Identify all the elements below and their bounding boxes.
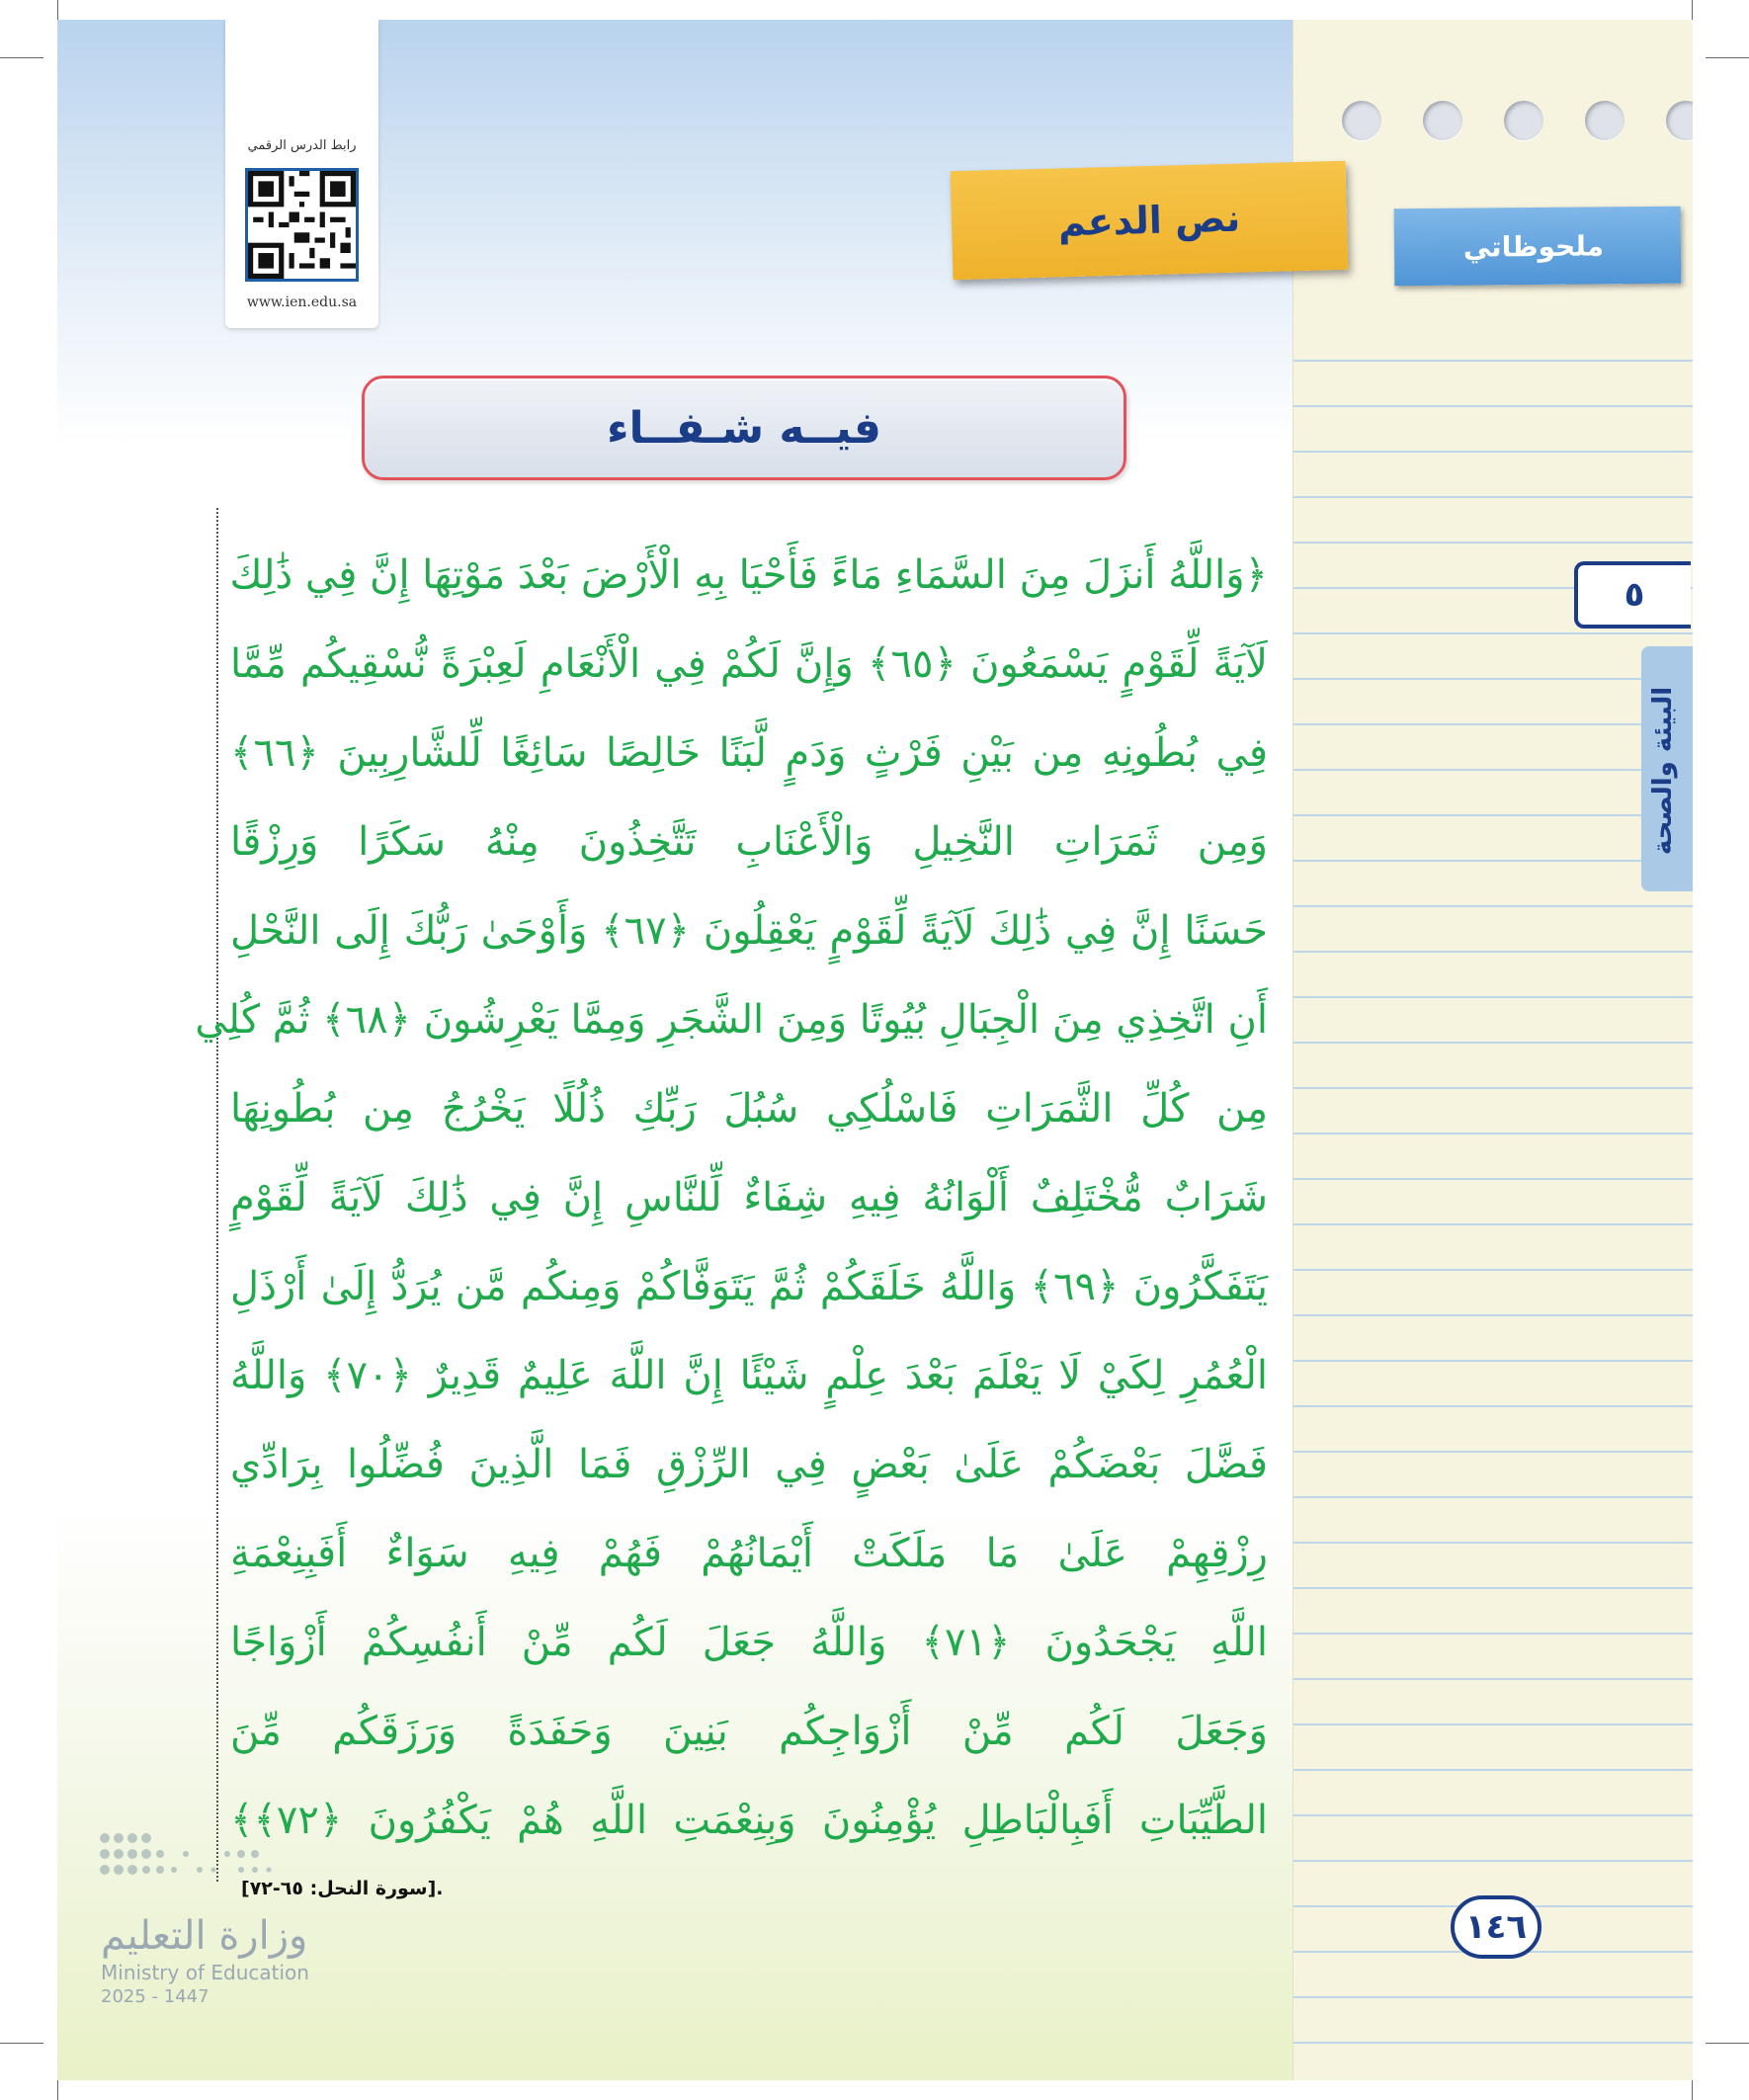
crop-mark [1706,57,1749,58]
ministry-name-english: Ministry of Education [101,1961,309,1984]
verse-line: الْعُمُرِ لِكَيْ لَا يَعْلَمَ بَعْدَ عِلْمٍ شَيْئًا إِنَّ اللَّهَ عَلِيمٌ قَدِيرٌ ﴿٧٠﴾ وَاللَّهُ [230,1353,1268,1398]
ministry-name-arabic: وزارة التعليم [101,1913,308,1959]
qr-card[interactable] [225,20,378,328]
lesson-title: فيــه شـفــاء [362,376,1126,480]
ministry-logo-dots-icon [97,1828,294,1888]
ministry-year: 2025 - 1447 [101,1986,209,2007]
notes-panel [1292,20,1693,2080]
unit-number: ٥ [1574,561,1691,629]
crop-mark [1706,2043,1749,2044]
verse-line: يَتَفَكَّرُونَ ﴿٦٩﴾ وَاللَّهُ خَلَقَكُمْ ثُمَّ يَتَوَفَّاكُمْ وَمِنكُم مَّن يُرَدُّ إِلَىٰ أَرْذَلِ [230,1264,1268,1309]
verse-line: رِزْقِهِمْ عَلَىٰ مَا مَلَكَتْ أَيْمَانُهُمْ فَهُمْ فِيهِ سَوَاءٌ أَفَبِنِعْمَةِ [230,1531,1268,1576]
support-text-label: نص الدعم [951,161,1349,280]
margin-dotted-line [216,508,218,1882]
qr-url[interactable]: www.ien.edu.sa [246,294,358,310]
verse-line: الطَّيِّبَاتِ أَفَبِالْبَاطِلِ يُؤْمِنُونَ وَبِنِعْمَتِ اللَّهِ هُمْ يَكْفُرُونَ ﴿٧٢﴾﴾ [230,1798,1268,1843]
verse-line: لَآيَةً لِّقَوْمٍ يَسْمَعُونَ ﴿٦٥﴾ وَإِنَّ لَكُمْ فِي الْأَنْعَامِ لَعِبْرَةً نُّسْقِيكُم مِّمَّا [230,641,1268,687]
verse-line: ﴿وَاللَّهُ أَنزَلَ مِنَ السَّمَاءِ مَاءً فَأَحْيَا بِهِ الْأَرْضَ بَعْدَ مَوْتِهَا إِنَّ فِي ذَٰلِكَ [229,552,1268,598]
verse-line: أَنِ اتَّخِذِي مِنَ الْجِبَالِ بُيُوتًا وَمِنَ الشَّجَرِ وَمِمَّا يَعْرِشُونَ ﴿٦٨﴾ ثُمَّ كُلِي [195,997,1268,1043]
crop-mark [0,2043,43,2044]
verse-line: وَجَعَلَ لَكُم مِّنْ أَزْوَاجِكُم بَنِينَ وَحَفَدَةً وَرَزَقَكُم مِّنَ [230,1709,1268,1754]
verse-line: حَسَنًا إِنَّ فِي ذَٰلِكَ لَآيَةً لِّقَوْمٍ يَعْقِلُونَ ﴿٦٧﴾ وَأَوْحَىٰ رَبُّكَ إِلَى النَّحْلِ [230,908,1268,954]
crop-mark [0,57,43,58]
verse-line: فَضَّلَ بَعْضَكُمْ عَلَىٰ بَعْضٍ فِي الرِّزْقِ فَمَا الَّذِينَ فُضِّلُوا بِرَادِّي [230,1442,1268,1487]
verse-text-block [195,534,1268,1878]
qr-code-icon[interactable] [245,168,359,282]
textbook-page [57,20,1693,2080]
binder-hole [1504,101,1543,140]
page-number: ١٤٦ [1451,1895,1541,1959]
unit-title: البيئة والصحة [1648,686,1678,856]
verse-line: شَرَابٌ مُّخْتَلِفٌ أَلْوَانُهُ فِيهِ شِفَاءٌ لِّلنَّاسِ إِنَّ فِي ذَٰلِكَ لَآيَةً لِّقَوْمٍ [230,1175,1268,1220]
verse-source: [سورة النحل: ٦٥-٧٢]. [241,1878,444,1899]
qr-caption: رابط الدرس الرقمي [247,138,357,153]
binder-hole [1585,101,1624,140]
verse-line: مِن كُلِّ الثَّمَرَاتِ فَاسْلُكِي سُبُلَ رَبِّكِ ذُلُلًا يَخْرُجُ مِن بُطُونِهَا [230,1086,1268,1132]
binder-hole [1342,101,1381,140]
verse-line: فِي بُطُونِهِ مِن بَيْنِ فَرْثٍ وَدَمٍ لَّبَنًا خَالِصًا سَائِغًا لِّلشَّارِبِينَ ﴿٦٦﴾ [230,730,1268,776]
notes-tab: ملحوظاتي [1394,207,1682,287]
verse-line: اللَّهِ يَجْحَدُونَ ﴿٧١﴾ وَاللَّهُ جَعَلَ لَكُم مِّنْ أَنفُسِكُمْ أَزْوَاجًا [230,1620,1268,1665]
binder-hole [1423,101,1462,140]
verse-line: وَمِن ثَمَرَاتِ النَّخِيلِ وَالْأَعْنَابِ تَتَّخِذُونَ مِنْهُ سَكَرًا وَرِزْقًا [230,819,1268,865]
